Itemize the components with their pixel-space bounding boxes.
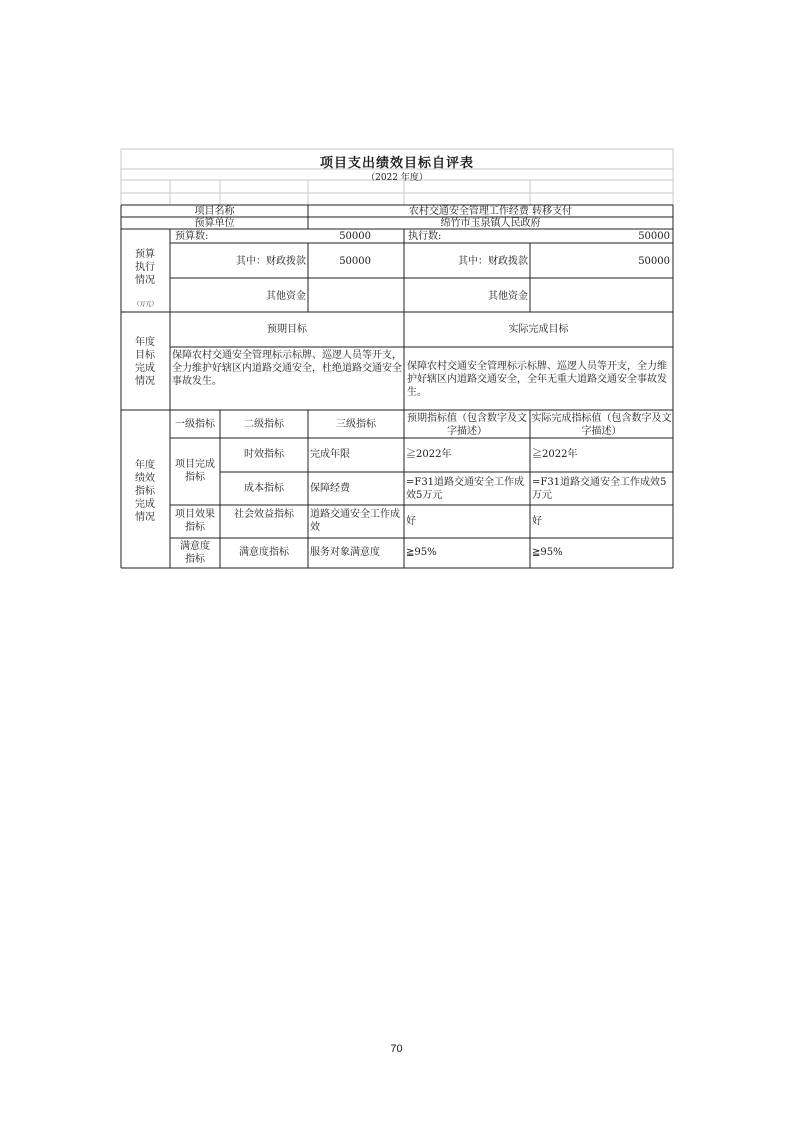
fiscal-label-left: 其中：财政拨款 [236, 256, 306, 267]
budget-count-value: 50000 [339, 231, 371, 242]
row4-actual: ≧95% [532, 547, 563, 558]
fiscal-label-right: 其中：财政拨款 [458, 256, 528, 267]
indicator-section-label: 年度绩效指标完成情况 [135, 460, 155, 523]
row2-actual: =F31道路交通安全工作成效5万元 [532, 477, 667, 501]
expected-goal-header: 预期目标 [267, 324, 307, 335]
row4-level3: 服务对象满意度 [310, 547, 380, 558]
goal-section-label: 年度目标完成情况 [135, 337, 155, 387]
budget-unit-label: 预算单位 [194, 218, 235, 229]
header-actual-value: 实际完成指标值（包含数字及文字描述） [531, 413, 672, 437]
budget-section-label: 预算执行情况 [135, 249, 155, 286]
row1-level3: 完成年限 [310, 449, 350, 460]
row1-actual: ≧2022年 [532, 449, 578, 460]
row3-expected: 好 [406, 516, 416, 527]
exec-count-label: 执行数: [408, 231, 442, 242]
actual-goal-text: 保障农村交通安全管理标示标牌、巡逻人员等开支，全力维护好辖区内道路交通安全，全年无重大道路交通安全事故发生。 [407, 361, 667, 398]
row2-expected: =F31道路交通安全工作成效5万元 [406, 477, 525, 501]
table-year: （2022 年度） [366, 173, 428, 183]
row1-level2: 时效指标 [244, 449, 284, 460]
group-satisfaction: 满意度指标 [180, 541, 210, 565]
row3-level2: 社会效益指标 [234, 509, 294, 520]
other-funds-label-left: 其他资金 [266, 291, 306, 302]
project-name-label: 项目名称 [194, 206, 235, 217]
budget-unit-value: 绵竹市玉泉镇人民政府 [440, 218, 541, 229]
header-level1: 一级指标 [175, 419, 215, 430]
project-name-value: 农村交通安全管理工作经费 转移支付 [408, 206, 573, 217]
row3-level3: 道路交通安全工作成效 [310, 509, 400, 533]
expected-goal-text: 保障农村交通安全管理标示标牌、巡逻人员等开支，全力维护好辖区内道路交通安全，杜绝道路交通安全事故发生。 [172, 350, 402, 387]
other-funds-label-right: 其他资金 [488, 291, 528, 302]
row4-level2: 满意度指标 [239, 547, 289, 558]
row2-level2: 成本指标 [244, 483, 284, 494]
row1-expected: ≧2022年 [406, 449, 452, 460]
page-number: 70 [390, 1043, 403, 1055]
header-level3: 三级指标 [336, 419, 376, 430]
group-effect: 项目效果指标 [175, 509, 215, 533]
actual-goal-header: 实际完成目标 [508, 324, 569, 335]
exec-count-value: 50000 [638, 231, 670, 242]
header-expected-value: 预期指标值（包含数字及文字描述） [407, 413, 527, 437]
fiscal-value-right: 50000 [638, 256, 670, 267]
row4-expected: ≧95% [406, 547, 437, 558]
budget-section-unit: （万元） [133, 301, 158, 308]
fiscal-value-left: 50000 [339, 256, 371, 267]
table-title: 项目支出绩效目标自评表 [319, 156, 474, 171]
header-level2: 二级指标 [244, 419, 284, 430]
row2-level3: 保障经费 [310, 483, 350, 494]
row3-actual: 好 [532, 516, 542, 527]
group-completion: 项目完成指标 [175, 459, 215, 483]
budget-count-label: 预算数: [175, 231, 209, 242]
